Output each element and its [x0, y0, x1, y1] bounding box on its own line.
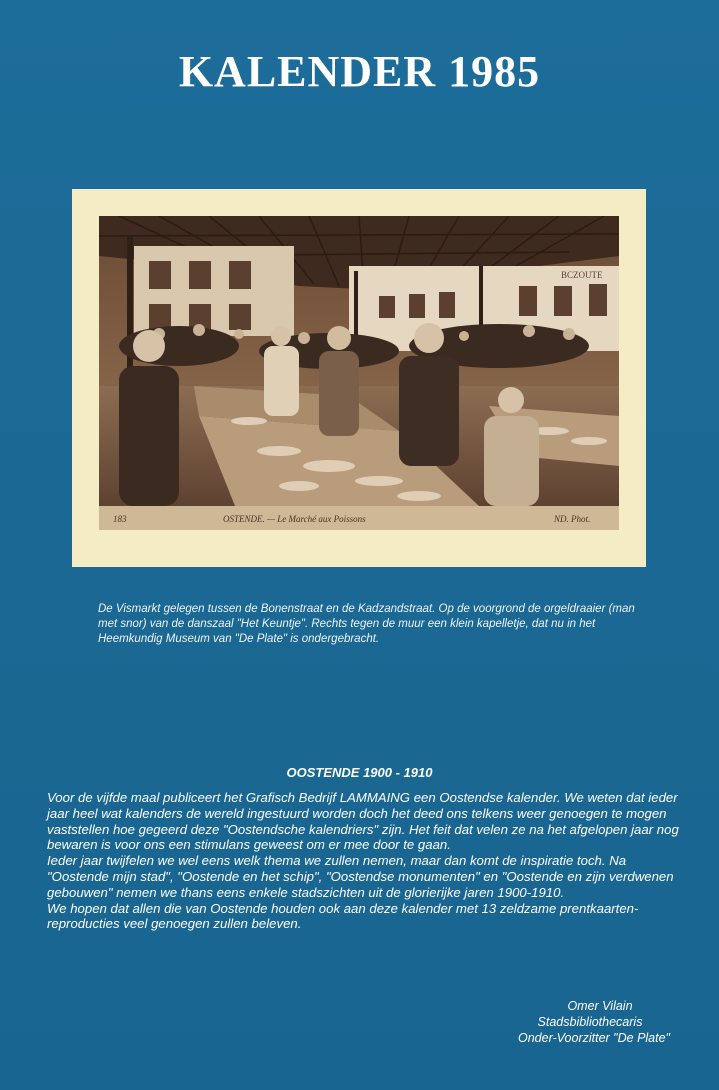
photo-caption-credit: ND. Phot. — [554, 514, 591, 524]
page-title: KALENDER 1985 — [178, 47, 541, 96]
signature-role: Stadsbibliothecaris — [537, 1015, 643, 1029]
photo-mount — [72, 189, 646, 567]
paragraph: Ieder jaar twijfelen we wel eens welk thema we zullen nemen, maar dan komt de inspiratie toch. Na "Oostende mijn stad", "Oostende en het schip", "Oostendse monumenten" en "Oostende en zijn verdwenen gebouwen" nemen we thans eens enkele stadszichten uit de glorierijke jaren 1900-1910. — [47, 853, 674, 900]
paragraph: We hopen dat allen die van Oostende houden ook aan deze kalender met 13 zeldzame prentkaarten-reproducties veel genoegen zullen beleven. — [47, 900, 639, 932]
photo-caption-text: OSTENDE. — Le Marché aux Poissons — [223, 514, 366, 524]
paragraph: Voor de vijfde maal publiceert het Grafisch Bedrijf LAMMAING een Oostendse kalender. We weten dat ieder jaar heel wat kalenders de wereld ingestuurd worden doch het deed ons telkens weer genoegen te mogen vaststellen hoe gegeerd deze "Oostendsche kalendriers" zijn. Het feit dat velen ze na het afgelopen jaar nog bewaren is voor ons een stimulans geweest om er mee door te gaan. — [47, 790, 679, 853]
body-text — [47, 790, 687, 932]
signature-title: Onder-Voorzitter "De Plate" — [518, 1031, 670, 1045]
fish-market-photo — [99, 216, 619, 530]
photo-caption-number: 183 — [113, 514, 127, 524]
fish-market-illustration — [99, 216, 619, 530]
section-heading: OOSTENDE 1900 - 1910 — [286, 765, 433, 780]
signature-name: Omer Vilain — [567, 999, 633, 1013]
shop-sign: BCZOUTE — [561, 270, 603, 280]
signature-block — [470, 998, 670, 1046]
photo-description: De Vismarkt gelegen tussen de Bonenstraat en de Kadzandstraat. Op de voorgrond de orgeldraaier (man met snor) van de danszaal "Het Keuntje". Rechts tegen de muur een klein kapelletje, dat nu in het Heemkundig Museum van "De Plate" is ondergebracht. — [98, 603, 635, 645]
